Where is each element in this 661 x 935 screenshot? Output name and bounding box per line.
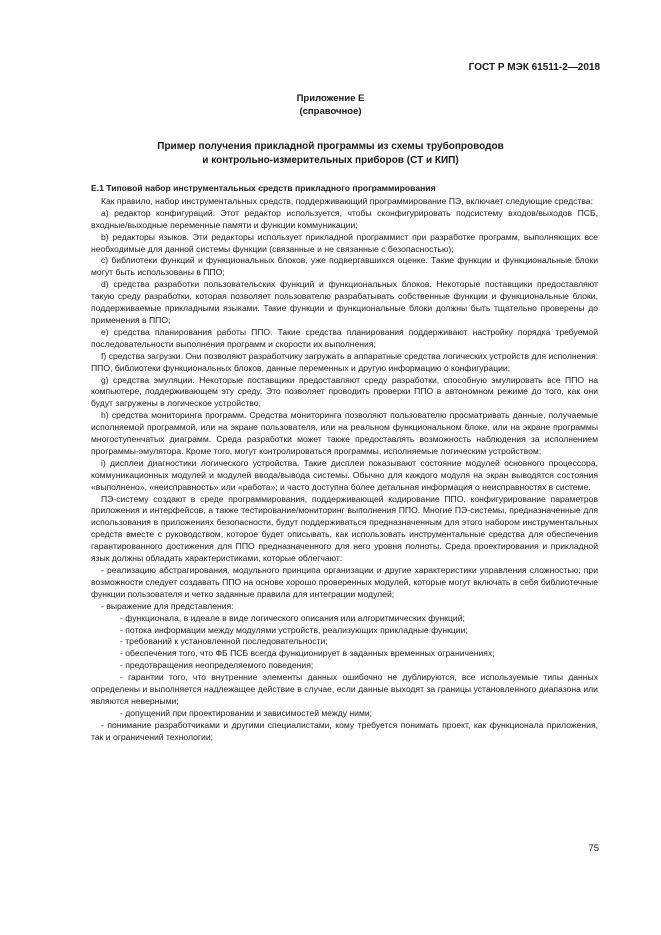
subbullet-data-integrity: - гарантии того, что внутренние элементы данных ошибочно не дублируются, все используемые типы данных определены и выполняется надлежащее действие в случае, если данные выходят за границы установленного диапазона или являются неверными; [91,672,598,706]
paragraph-item-f: f) средства загрузки. Они позволяют разработчику загружать в аппаратные средства логических устройств для исполнения: ППО, библиотеки функциональных блоков, данные переменных и другую информацию о конфигурации; [91,350,598,373]
annex-heading [0,92,661,118]
subbullet-functionality: - функционала, в идеале в виде логического описания или алгоритмических функций; [120,612,465,623]
document-body [91,183,598,744]
annex-title-line-1: Пример получения прикладной программы из схемы трубопроводов [157,141,504,152]
subbullet-assumptions: - допущений при проектировании и зависимостей между ними; [120,707,373,718]
paragraph-item-g: g) средства эмуляции. Некоторые поставщики предоставляют среду разработки, способную эмулировать все ППО на компьютере, поддерживающем эту среду. Это позволяет проводить проверки ППО в автономном режиме до того, как они будут загружены в логическое устройство; [91,374,598,409]
subbullet-timing: - обеспечения того, что ФБ ПСБ всегда функционирует в заданных временных ограничениях; [120,648,495,659]
annex-title-line-2: и контрольно-измерительных приборов (СТ и КИП) [202,155,459,166]
paragraph-intro: Как правило, набор инструментальных средств, поддерживающий программирование ПЭ, включает следующие средства: [101,195,593,206]
annex-note: (справочное) [299,106,362,117]
paragraph-item-a: а) редактор конфигураций. Этот редактор используется, чтобы сконфигурировать подсистему входов/выходов ПСБ, входные/выходные переменные памяти и функции коммуникации; [91,207,598,230]
subbullet-undefined-behavior: - предотвращения неопределяемого поведения; [120,660,314,671]
paragraph-pe-system: ПЭ-систему создают в среде программирования, поддерживающей кодирование ППО, конфигурирование параметров приложения и интерфейсов, а также тестирование/мониторинг выполнения ППО. Многие ПЭ-системы, предназначенные для использования в приложениях безопасности, будут поддерживаться предназначенным для этого набором инструментальных средств вместе с руководством, которое будет описывать, как использовать инструментальные средства для обеспечения гарантированного достижения для ППО предназначенного для него уровня полноты. Среда проектирования и прикладной язык должны обладать характеристиками, которые облегчают: [91,493,598,564]
annex-title [0,140,661,168]
bullet-understanding: - понимание разработчиками и другими специалистами, кому требуется понимать проект, как функционала приложения, так и ограничений технологии; [91,719,598,742]
bullet-abstraction: - реализацию абстрагирования, модульного принципа организации и другие характеристики управления сложностью; при возможности следует создавать ППО на основе хорошо проверенных модулей, которые могут включать в себя библиотечные функции пользователя и четко заданные правила для интеграции модулей; [91,565,598,599]
subbullet-sequence: - требований к установленной последовательности; [120,636,328,647]
section-heading: Е.1 Типовой набор инструментальных средств прикладного программирования [91,183,436,193]
bullet-expression: - выражение для представления: [101,600,234,611]
paragraph-item-e: е) средства планирования работы ППО. Такие средства планирования поддерживают настройку порядка требуемой последовательности выполнения программ и скорости их выполнения; [91,326,598,349]
paragraph-item-c: с) библиотеки функций и функциональных блоков, уже подвергавшихся оценке. Такие функции и функциональные блоки могут быть использованы в ППО; [91,255,598,278]
standard-designation: ГОСТ Р МЭК 61511-2—2018 [468,62,600,73]
annex-label: Приложение Е [296,93,365,104]
paragraph-item-d: d) средства разработки пользовательских функций и функциональных блоков. Некоторые поставщики предоставляют такую среду разработки, которая позволяет пользователю разрабатывать собственные функции и функциональные блоки, поддерживаемые прикладными языками. Такие функции и функциональные блоки должны быть тщательно проверены до применения в ППО; [91,279,598,325]
subbullet-information-flow: - потока информации между модулями устройств, реализующих прикладные функции; [120,624,468,635]
paragraph-item-b: b) редакторы языков. Эти редакторы использует прикладной программист при разработке программ, выполняющих все необходимые для данной системы функции (связанные и не связанные с безопасностью); [91,231,598,254]
page-number: 75 [588,843,599,854]
paragraph-item-i: i) дисплеи диагностики логического устройства. Такие дисплеи показывают состояние модулей основного процессора, коммуникационных модулей и модулей ввода/вывода системы. Обычно для каждого модуля на экран выводятся состояния «выполнено», «неисправность» или «работа»; и часто доступна более детальная информация о неисправностях в системе. [91,457,598,492]
paragraph-item-h: h) средства мониторинга программ. Средства мониторинга позволяют пользователю просматривать данные, получаемые исполняемой программой, или на экране пользователя, или на реальном функциональном блоке, или на экране программы многоступенчатых диаграмм. Среда разработки может также предоставлять возможность наблюдения за исполнением программы-эмулятора. Кроме того, могут контролироваться программы, исполняемые логическим устройством; [91,410,598,456]
